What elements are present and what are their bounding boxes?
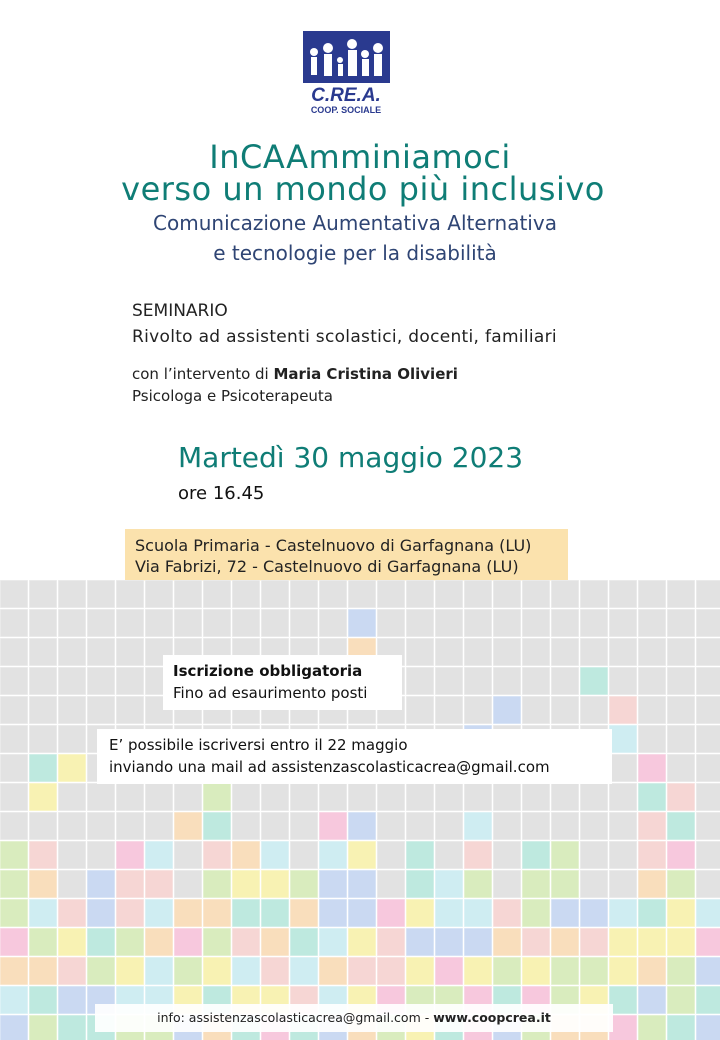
location-box — [125, 529, 568, 581]
speaker-intro: con l’intervento di — [132, 365, 269, 383]
registration-subtitle: Fino ad esaurimento posti — [173, 684, 368, 702]
tetris-background — [0, 580, 720, 1040]
footer-website[interactable]: www.coopcrea.it — [433, 1010, 551, 1025]
event-date: Martedì 30 maggio 2023 — [178, 441, 524, 474]
logo-name: C.RE.A. — [311, 85, 381, 106]
footer-bar — [95, 1004, 613, 1032]
registration-required-box — [163, 655, 402, 710]
speaker-line — [132, 365, 458, 383]
seminar-label: SEMINARIO — [132, 301, 228, 321]
registration-title: Iscrizione obbligatoria — [173, 662, 363, 680]
footer-info: info: assistenzascolasticacrea@gmail.com - — [157, 1010, 430, 1025]
background-wash — [0, 580, 720, 1040]
footer-text — [95, 1010, 613, 1025]
location-line-1: Scuola Primaria - Castelnuovo di Garfagnana (LU) — [135, 536, 532, 555]
registration-deadline: E’ possibile iscriversi entro il 22 maggio — [109, 736, 408, 754]
event-time: ore 16.45 — [178, 483, 265, 504]
subtitle-line-1: Comunicazione Aumentativa Alternativa — [153, 211, 557, 235]
logo-subtitle: COOP. SOCIALE — [310, 105, 382, 115]
seminar-audience: Rivolto ad assistenti scolastici, docenti, familiari — [132, 327, 557, 347]
location-line-2: Via Fabrizi, 72 - Castelnuovo di Garfagnana (LU) — [135, 557, 519, 576]
crea-logo — [302, 30, 394, 116]
speaker-role: Psicologa e Psicoterapeuta — [132, 387, 333, 405]
title-line-1: InCAAmminiamoci — [209, 138, 511, 176]
family-figures-icon — [302, 30, 394, 116]
registration-info-box — [97, 729, 612, 784]
subtitle-line-2: e tecnologie per la disabilità — [213, 241, 497, 265]
speaker-name: Maria Cristina Olivieri — [273, 365, 458, 383]
registration-email: inviando una mail ad assistenzascolasticacrea@gmail.com — [109, 758, 550, 776]
title-line-2: verso un mondo più inclusivo — [121, 170, 605, 208]
